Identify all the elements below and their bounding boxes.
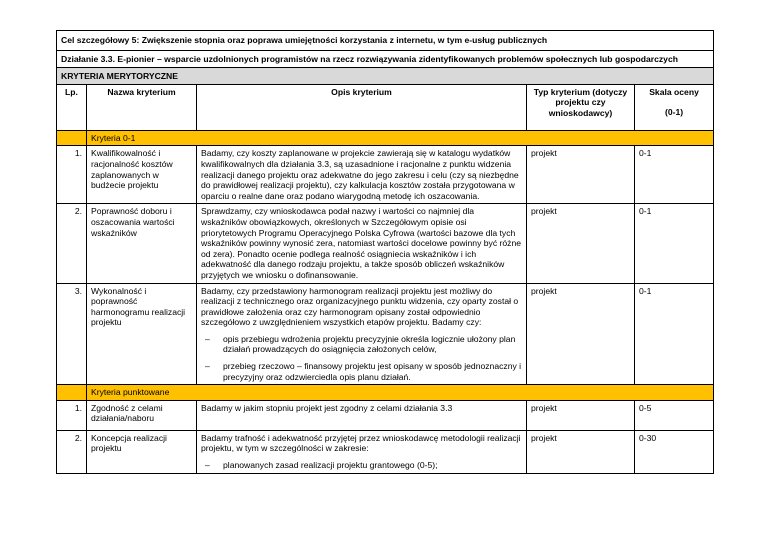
row-lp: 3. <box>57 283 87 385</box>
criterion-type: projekt <box>527 204 635 283</box>
goal-row <box>57 31 714 51</box>
criterion-type: projekt <box>527 430 635 473</box>
section-title: KRYTERIA MERYTORYCZNE <box>57 68 714 85</box>
criterion-type: projekt <box>527 283 635 385</box>
col-scale-label: Skala oceny <box>649 86 699 97</box>
criterion-description: Badamy w jakim stopniu projekt jest zgodny z celami działania 3.3 <box>197 400 527 430</box>
criterion-name: Koncepcja realizacji projektu <box>87 430 197 473</box>
description-text: Badamy trafność i adekwatność przyjętej przez wnioskodawcę metodologii realizacji projektu, w tym w szczególności w zakresie: <box>201 432 521 454</box>
group-title: Kryteria punktowane <box>87 385 714 401</box>
table-row <box>57 146 714 204</box>
table-row <box>57 283 714 385</box>
bullet-item <box>201 460 522 471</box>
section-row <box>57 68 714 85</box>
action-text: Działanie 3.3. E-pionier – wsparcie uzdolnionych programistów na rzecz rozwiązywania zidentyfikowanych problemów społecznych lub gospodarczych <box>57 50 714 68</box>
criterion-scale: 0-1 <box>635 283 714 385</box>
criterion-scale: 0-1 <box>635 204 714 283</box>
row-lp: 1. <box>57 146 87 204</box>
col-desc: Opis kryterium <box>197 84 527 130</box>
group-title: Kryteria 0-1 <box>87 130 714 146</box>
criterion-name: Zgodność z celami działania/naboru <box>87 400 197 430</box>
criteria-document <box>56 30 713 474</box>
goal-text: Cel szczegółowy 5: Zwiększenie stopnia oraz poprawa umiejętności korzystania z internetu, w tym e-usług publicznych <box>57 31 714 51</box>
table-row <box>57 400 714 430</box>
criterion-scale: 0-5 <box>635 400 714 430</box>
column-header-row <box>57 84 714 130</box>
description-text: Badamy, czy przedstawiony harmonogram realizacji projektu jest możliwy do realizacji z technicznego oraz organizacyjnego punktu widzenia, czy oparty został o prawidłowe założenia oraz czy harmonogram opisany został odpowiednio szczegółowo z uwzględnieniem wszystkich etapów projektu. Badamy czy: <box>201 285 519 328</box>
row-lp: 2. <box>57 430 87 473</box>
col-name: Nazwa kryterium <box>87 84 197 130</box>
criterion-type: projekt <box>527 146 635 204</box>
table-row <box>57 430 714 473</box>
bullet-item <box>201 334 522 355</box>
dash-bullet-icon: – <box>205 333 210 344</box>
criterion-name: Wykonalność i poprawność harmonogramu realizacji projektu <box>87 283 197 385</box>
group-header-row <box>57 385 714 401</box>
criterion-type: projekt <box>527 400 635 430</box>
col-scale-range: (0-1) <box>664 107 684 118</box>
dash-bullet-icon: – <box>205 460 210 471</box>
criterion-description <box>197 283 527 385</box>
action-row <box>57 50 714 68</box>
criteria-table <box>56 30 714 474</box>
criterion-description <box>197 430 527 473</box>
bullet-text: opis przebiegu wdrożenia projektu precyzyjnie określa logicznie ułożony plan działań prowadzących do osiągnięcia założonych celów, <box>223 333 516 355</box>
col-scale <box>635 84 714 130</box>
col-type: Typ kryterium (dotyczy projektu czy wnioskodawcy) <box>527 84 635 130</box>
criterion-description: Badamy, czy koszty zaplanowane w projekcie zawierają się w katalogu wydatków kwalifikowalnych dla działania 3.3, są uzasadnione i racjonalne z punktu widzenia realizacji danego projektu oraz adekwatne do jego zakresu i celu (czy są niezbędne do prawidłowej realizacji projektu), czy kalkulacja kosztów została przygotowana w oparciu o realne dane oraz podano wiarygodną metodę ich oszacowania. <box>197 146 527 204</box>
row-lp: 2. <box>57 204 87 283</box>
table-row <box>57 204 714 283</box>
row-lp: 1. <box>57 400 87 430</box>
bullet-text: przebieg rzeczowo – finansowy projektu jest opisany w sposób jednoznaczny i precyzyjny oraz odzwierciedla opis planu działań. <box>223 361 522 382</box>
col-lp: Lp. <box>57 84 87 130</box>
dash-bullet-icon: – <box>205 361 210 372</box>
criterion-name: Kwalifikowalność i racjonalność kosztów zaplanowanych w budżecie projektu <box>87 146 197 204</box>
criterion-scale: 0-30 <box>635 430 714 473</box>
criterion-description: Sprawdzamy, czy wnioskodawca podał nazwy i wartości co najmniej dla wskaźników obowiązkowych, określonych w Szczegółowym opisie osi priorytetowych Programu Operacyjnego Polska Cyfrowa (wartości bazowe dla tych wskaźników powinny wynosić zera, natomiast wartości docelowe powinny być różne od zera). Ponadto ocenie podlega realność osiągniecia wskaźników i ich adekwatność dla danego rodzaju projektu, a także sposób obliczeń wskaźników przyjętych we wniosku o dofinansowanie. <box>197 204 527 283</box>
group-header-row <box>57 130 714 146</box>
bullet-text: planowanych zasad realizacji projektu grantowego (0-5); <box>223 460 438 471</box>
criterion-scale: 0-1 <box>635 146 714 204</box>
criterion-name: Poprawność doboru i oszacowania wartości wskaźników <box>87 204 197 283</box>
bullet-item <box>201 361 522 382</box>
